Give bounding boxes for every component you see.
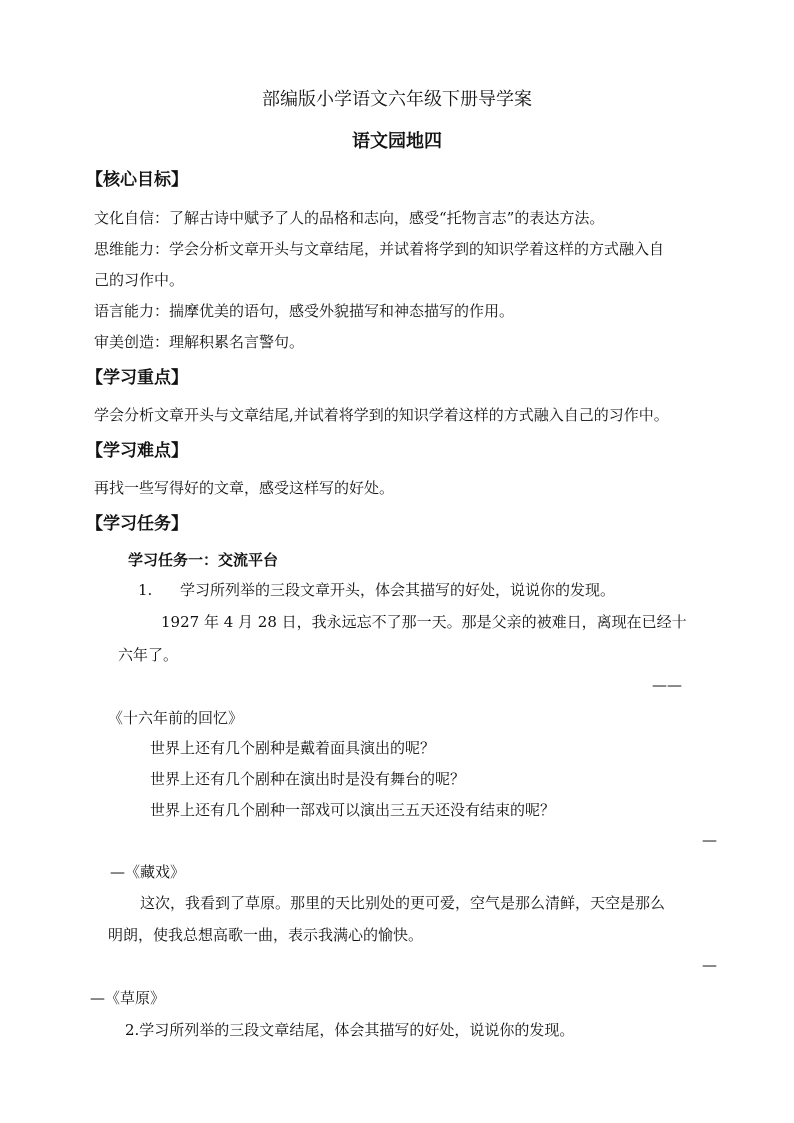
excerpt3-line2: 明朗，使我总想高歌一曲，表示我满心的愉快。: [108, 926, 424, 944]
task1-item2: 2.学习所列举的三段文章结尾，体会其描写的好处，说说你的发现。: [125, 1021, 575, 1039]
goal-culture: 文化自信：了解古诗中赋予了人的品格和志向，感受“托物言志”的表达方法。: [94, 209, 605, 227]
goal-thinking: 思维能力：学会分析文章开头与文章结尾，并试着将学到的知识学着这样的方式融入自: [94, 240, 665, 258]
difficulty-heading: 【学习难点】: [86, 441, 188, 461]
excerpt3-dash: —: [702, 956, 717, 974]
task1-item1-number: 1.: [138, 581, 153, 599]
goal-thinking-cont: 己的习作中。: [94, 271, 185, 289]
excerpt2-line3: 世界上还有几个剧种一部戏可以演出三五天还没有结束的呢？: [150, 801, 556, 819]
key-text: 学会分析文章开头与文章结尾,并试着将学到的知识学着这样的方式融入自己的习作中。: [94, 406, 669, 424]
goals-heading: 【核心目标】: [86, 170, 188, 190]
key-heading: 【学习重点】: [86, 368, 188, 388]
excerpt1-line2: 六年了。: [118, 646, 179, 664]
goal-language: 语言能力：揣摩优美的语句，感受外貌描写和神态描写的作用。: [94, 302, 515, 320]
excerpt1-dash: ——: [652, 676, 682, 694]
excerpt2-source: —《藏戏》: [110, 863, 186, 881]
task1-item1: [138, 580, 615, 600]
tasks-heading: 【学习任务】: [86, 514, 188, 534]
document-title: 部编版小学语文六年级下册导学案: [262, 89, 532, 110]
goal-aesthetic: 审美创造：理解积累名言警句。: [94, 333, 305, 351]
excerpt3-source: —《草原》: [90, 989, 166, 1007]
excerpt1-line1: 1927 年 4 月 28 日，我永远忘不了那一天。那是父亲的被难日，离现在已经十: [161, 613, 687, 631]
excerpt1-source: 《十六年前的回忆》: [108, 709, 244, 727]
task1-item1-text: 学习所列举的三段文章开头，体会其描写的好处，说说你的发现。: [180, 581, 616, 599]
excerpt2-line1: 世界上还有几个剧种是戴着面具演出的呢？: [150, 739, 436, 757]
document-subtitle: 语文园地四: [352, 131, 442, 152]
excerpt3-line1: 这次，我看到了草原。那里的天比别处的更可爱，空气是那么清鲜，天空是那么: [140, 894, 666, 912]
difficulty-text: 再找一些写得好的文章，感受这样写的好处。: [94, 479, 395, 497]
excerpt2-dash: —: [702, 831, 717, 849]
excerpt2-line2: 世界上还有几个剧种在演出时是没有舞台的呢？: [150, 770, 466, 788]
task1-title: 学习任务一：交流平台: [128, 551, 279, 569]
